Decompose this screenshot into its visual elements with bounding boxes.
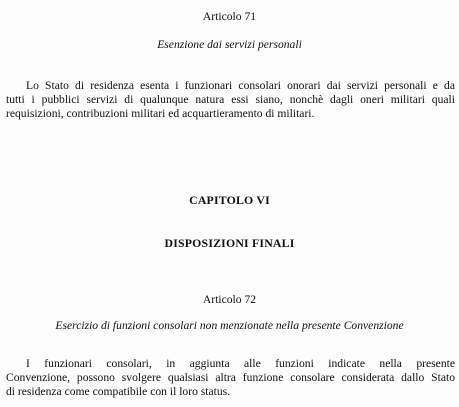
article-71-heading: Esenzione dai servizi personali — [157, 38, 302, 51]
article-71-body — [6, 79, 455, 122]
chapter-number: CAPITOLO VI — [189, 193, 270, 207]
chapter-title: DISPOSIZIONI FINALI — [164, 236, 295, 250]
article-71-line-2: tutti i pubblici servizi di qualunque natura essi siano, nonchè dagli oneri militari quali — [6, 93, 455, 107]
article-72-line-1: I funzionari consolari, in aggiunta alle funzioni indicate nella presente — [26, 357, 455, 370]
article-71-number: Articolo 71 — [202, 10, 257, 23]
article-71-line-1: Lo Stato di residenza esenta i funzionari consolari onorari dai servizi personali e da — [26, 79, 455, 92]
article-72-heading: Esercizio di funzioni consolari non menzionate nella presente Convenzione — [55, 319, 404, 332]
article-72-line-2: Convenzione, possono svolgere qualsiasi altra funzione consolare considerata dallo Stato — [6, 371, 455, 385]
article-72-body — [6, 357, 455, 400]
article-71-line-3: requisizioni, contribuzioni militari ed acquartieramento di militari. — [6, 107, 315, 121]
article-72-number: Articolo 72 — [202, 293, 257, 306]
article-72-line-3: di residenza come compatibile con il loro status. — [6, 385, 231, 399]
